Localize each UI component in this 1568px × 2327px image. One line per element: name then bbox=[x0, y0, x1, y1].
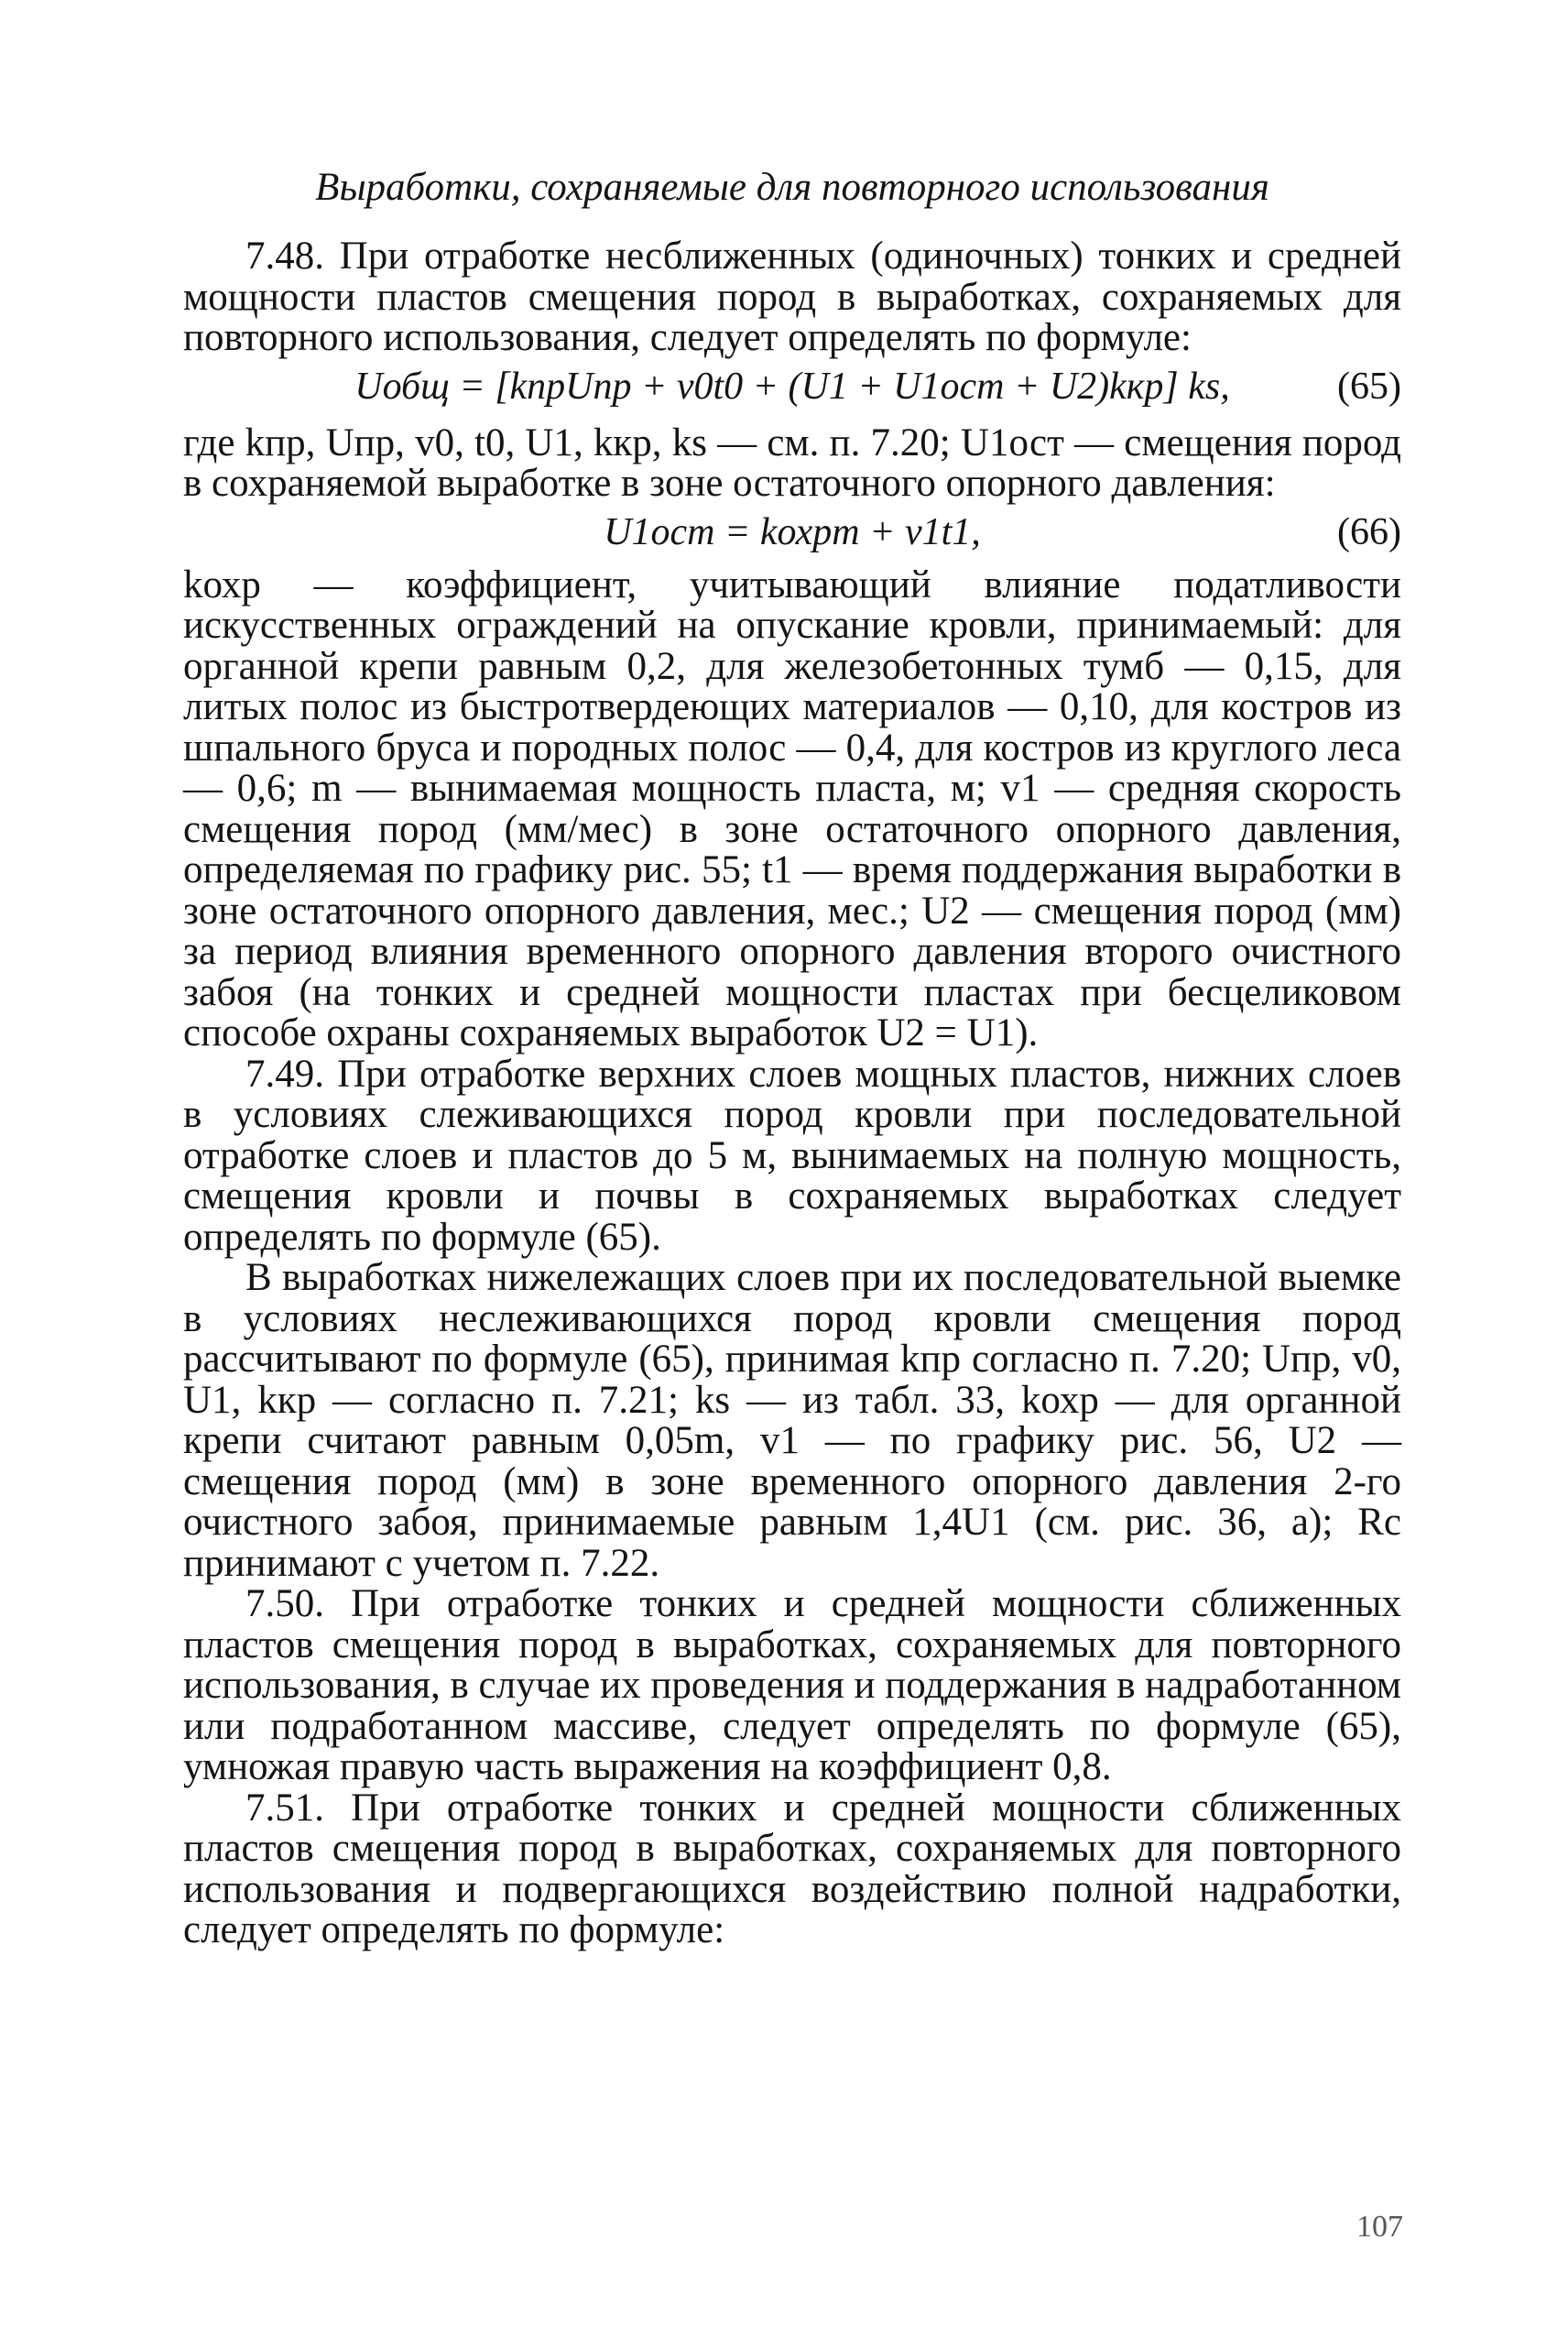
formula-66 bbox=[183, 505, 1401, 565]
paragraph-7-49-continued: В выработках нижележащих слоев при их последовательной выемке в условиях неслеживающихся пород кровли смещения пород рассчитывают по формуле (65), принимая kпр согласно п. 7.20; Uпр, v0, U1, kкр — согласно п. 7.21; ks — из табл. 33, kохр — для органной крепи считают равным 0,05m, v1 — по графику рис. 56, U2 — смещения пород (мм) в зоне временного опорного давления 2-го очистного забоя, принимаемые равным 1,4U1 (см. рис. 36, а); Rс принимают с учетом п. 7.22. bbox=[183, 1256, 1401, 1585]
paragraph-7-50: 7.50. При отработке тонких и средней мощности сближенных пластов смещения пород в выработках, сохраняемых для повторного использования, в случае их проведения и поддержания в надработанном или подработанном массиве, следует определять по формуле (65), умножая правую часть выражения на коэффициент 0,8. bbox=[183, 1582, 1401, 1788]
formula-65-number: (65) bbox=[1337, 365, 1401, 408]
paragraph-7-49: 7.49. При отработке верхних слоев мощных пластов, нижних слоев в условиях слеживающихся пород кровли при последовательной отработке слоев и пластов до 5 м, вынимаемых на полную мощность, смещения кровли и почвы в сохраняемых выработках следует определять по формуле (65). bbox=[183, 1052, 1401, 1259]
formula-66-number: (66) bbox=[1337, 510, 1401, 553]
formula-66-expression: U1ост = kохрm + v1t1, bbox=[604, 510, 981, 553]
section-heading: Выработки, сохраняемые для повторного использования bbox=[315, 166, 1269, 209]
paragraph-where: где kпр, Uпр, v0, t0, U1, kкр, ks — см. п. 7.20; U1ост — смещения пород в сохраняемой выработке в зоне остаточного опорного давления: bbox=[183, 421, 1401, 505]
paragraph-7-51: 7.51. При отработке тонких и средней мощности сближенных пластов смещения пород в выработках, сохраняемых для повторного использования и подвергающихся воздействию полной надработки, следует определять по формуле: bbox=[183, 1786, 1401, 1951]
formula-65 bbox=[183, 359, 1401, 423]
formula-65-expression: Uобщ = [kпрUпр + v0t0 + (U1 + U1ост + U2)kкр] ks, bbox=[354, 365, 1230, 408]
paragraph-kohr: kохр — коэффициент, учитывающий влияние податливости искусственных ограждений на опускание кровли, принимаемый: для органной крепи равным 0,2, для железобетонных тумб — 0,15, для литых полос из быстротвердеющих материалов — 0,10, для костров из шпального бруса и породных полос — 0,4, для костров из круглого леса — 0,6; m — вынимаемая мощность пласта, м; v1 — средняя скорость смещения пород (мм/мес) в зоне остаточного опорного давления, определяемая по графику рис. 55; t1 — время поддержания выработки в зоне остаточного опорного давления, мес.; U2 — смещения пород (мм) за период влияния временного опорного давления второго очистного забоя (на тонких и средней мощности пластах при бесцеликовом способе охраны сохраняемых выработок U2 = U1). bbox=[183, 563, 1401, 1054]
paragraph-7-48: 7.48. При отработке несближенных (одиночных) тонких и средней мощности пластов смещения пород в выработках, сохраняемых для повторного использования, следует определять по формуле: bbox=[183, 235, 1401, 359]
body-text bbox=[183, 236, 1401, 1951]
page-number: 107 bbox=[1356, 2210, 1403, 2244]
